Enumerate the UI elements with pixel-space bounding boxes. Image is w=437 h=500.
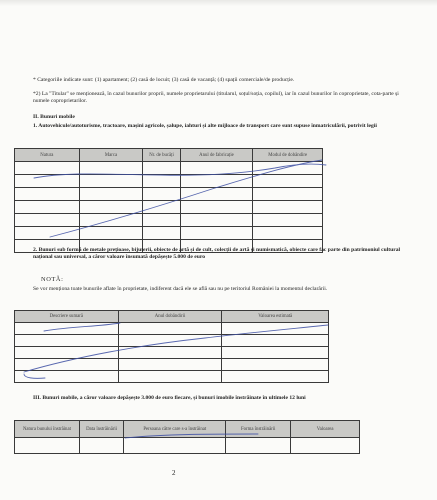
page-number: 2 (172, 469, 176, 477)
section-2-heading: II. Bunuri mobile (33, 114, 75, 120)
titular-note: *2) La "Titular" se menționează, în cazul bunurilor proprii, numele proprietarului (titularul, soțul/soția, copilul), iar în cazul bunurilor în coproprietate, cota-parte și numele coproprietarilor. (33, 91, 399, 104)
col-header-an-fabricatie: Anul de fabricație (180, 149, 253, 162)
col-header-marca: Marca (79, 149, 143, 162)
col-header-valoare: Valoarea estimată (222, 311, 329, 323)
col-header-mod-dobandire: Modul de dobândire (253, 149, 323, 162)
col-header-data-instrainarii: Data înstrăinării (79, 421, 123, 438)
col-header-nr-bucati: Nr. de bucăți (143, 149, 180, 162)
nota-text: Se vor menționa toate bunurile aflate în proprietate, indiferent dacă ele se află sau nu pe teritoriul României la momentul declarării. (33, 286, 328, 292)
col-header-descriere: Descriere sumară (15, 311, 119, 323)
col-header-natura-bunului: Natura bunului înstrăinat (15, 421, 80, 438)
subsection-2-2-heading: 2. Bunuri sub formă de metale prețioase, bijuterii, obiecte de artă și de cult, colecții de artă și numismatică, obiecte care fac parte din patrimoniul cultural național sau universal, a căror valoare însumată depășește 5.000 de euro (33, 247, 401, 260)
nota-label: NOTĂ: (41, 276, 64, 283)
col-header-an-dobandire: Anul dobândirii (118, 311, 222, 323)
col-header-forma: Forma înstrăinării (226, 421, 291, 438)
col-header-valoarea: Valoarea (291, 421, 360, 438)
subsection-2-1-heading: 1. Autovehicule/autoturisme, tractoare, mașini agricole, șalupe, iahturi și alte mijloace de transport care sunt supuse înmatriculării, potrivit legii (33, 123, 377, 129)
section-3-heading: III. Bunuri mobile, a căror valoare depășește 3.000 de euro fiecare, și bunuri imobile înstrăinate în ultimele 12 luni (33, 395, 306, 401)
col-header-persoana: Persoana către care s-a înstrăinat (124, 421, 226, 438)
col-header-natura: Natura (15, 149, 80, 162)
categories-note: * Categoriile indicate sunt: (1) apartament; (2) casă de locuit; (3) casă de vacanță; (4) spații comerciale/de producție. (33, 77, 295, 83)
